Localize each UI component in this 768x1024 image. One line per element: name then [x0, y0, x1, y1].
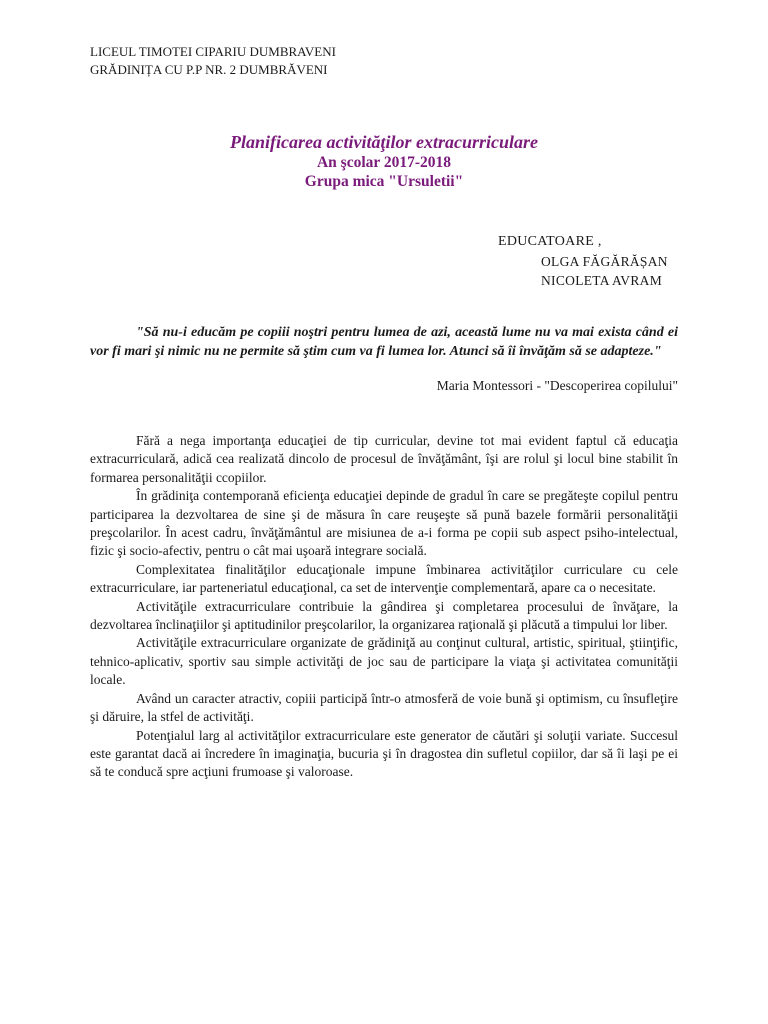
- paragraph: Potenţialul larg al activităţilor extracurriculare este generator de căutări şi soluţii variate. Succesul este garantat dacă ai încredere în imaginaţia, bucuria şi în dragostea din sufletul copiilor, dar să îi laşi pe ei să te conducă spre acţiuni frumoase şi valoroase.: [90, 727, 678, 780]
- body-text: [90, 432, 678, 782]
- document-title: Planificarea activităţilor extracurriculare: [230, 132, 538, 152]
- paragraph: Complexitatea finalităţilor educaţionale impune îmbinarea activităţilor curriculare cu cele extracurriculare, iar parteneriatul educaţional, ca set de intervenţie complementară, apare ca o necesitate.: [90, 561, 678, 596]
- paragraph: Fără a nega importanţa educaţiei de tip curricular, devine tot mai evident faptul că educaţia extracurriculară, adică cea realizată dincolo de procesul de învăţământ, îşi are rolul şi locul bine stabilit în formarea personalităţii ccopiilor.: [90, 433, 678, 485]
- paragraph: Având un caracter atractiv, copiii participă într-o atmosferă de voie bună şi optimism, cu însufleţire şi dăruire, la stfel de activităţi.: [90, 690, 678, 725]
- school-header: [90, 43, 336, 79]
- educator-name: OLGA FĂGĂRĂȘAN: [541, 254, 668, 269]
- school-year: An şcolar 2017-2018: [316, 154, 452, 171]
- quote-source: Maria Montessori - "Descoperirea copilului": [436, 378, 678, 393]
- montessori-quote: "Să nu-i educăm pe copiii noştri pentru lumea de azi, această lume nu va mai exista când ei vor fi mari şi nimic nu ne permite să ştim cum va fi lumea lor. Atunci să îi învăţăm să se adapteze.": [90, 325, 678, 359]
- school-name: LICEUL TIMOTEI CIPARIU DUMBRAVENI: [90, 44, 336, 59]
- group-name: Grupa mica "Ursuletii": [304, 173, 464, 190]
- title-block: [0, 131, 768, 191]
- educators-label: EDUCATOARE ,: [498, 234, 602, 249]
- paragraph: În grădiniţa contemporană eficienţa educaţiei depinde de gradul în care se pregăteşte copilul pentru participarea la dezvoltarea de sine şi de măsura în care reuşeşte să pună bazele formării personalităţii preşcolarilor. În acest cadru, învăţământul are misiunea de a-i forma pe copii sub aspect psiho-intelectual, fizic şi socio-afectiv, pentru o cât mai uşoară integrare socială.: [90, 488, 678, 559]
- paragraph: Activităţile extracurriculare organizate de grădiniţă au conţinut cultural, artistic, spiritual, ştiinţific, tehnico-aplicativ, sportiv sau simple activităţi de joc sau de participare la viaţa şi activitatea comunităţii locale.: [90, 635, 678, 688]
- educator-name: NICOLETA AVRAM: [541, 273, 663, 288]
- kindergarten-name: GRĂDINIȚA CU P.P NR. 2 DUMBRĂVENI: [90, 62, 328, 77]
- paragraph: Activităţile extracurriculare contribuie la gândirea şi completarea procesului de învăţare, la dezvoltarea înclinaţiilor şi aptitudinilor preşcolarilor, la organizarea raţională şi plăcută a timpului lor liber.: [90, 598, 678, 633]
